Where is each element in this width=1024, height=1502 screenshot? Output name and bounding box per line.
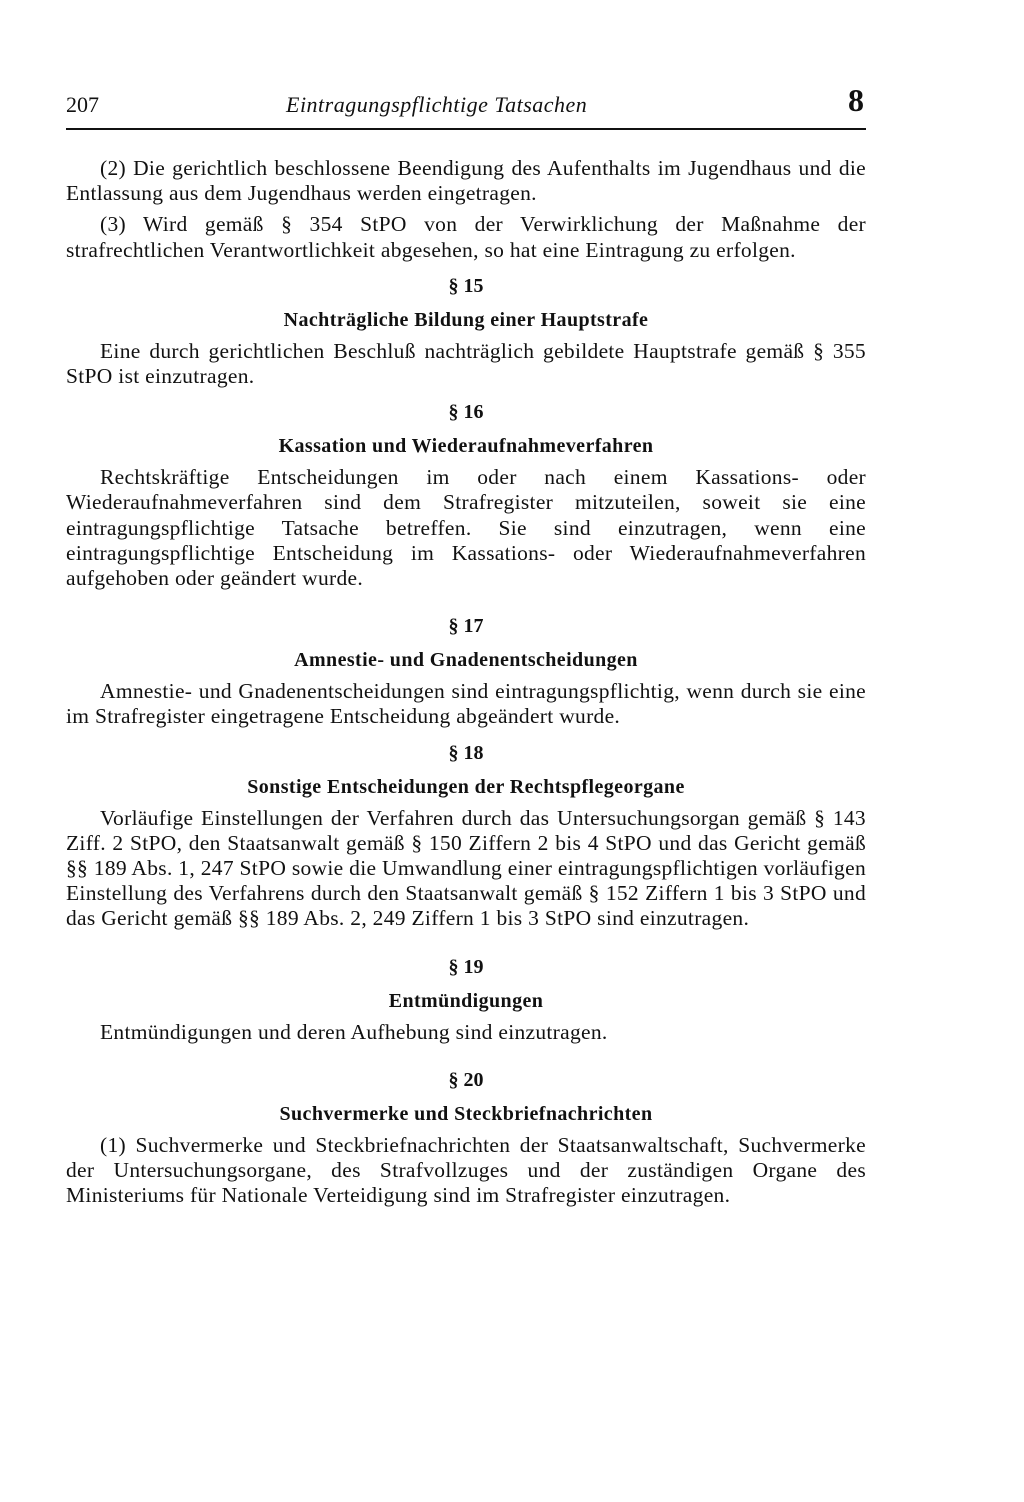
chapter-number: 8 xyxy=(848,82,864,118)
section-18-paragraph: Vorläufige Einstellungen der Verfahren durch das Untersuchungsorgan gemäß § 143 Ziff. 2 StPO, den Staatsanwalt gemäß § 150 Ziffern 2 bis 4 StPO und das Gericht gemäß §§ 189 Abs. 1, 247 StPO sowie die Umwandlung einer eintragungspflichtigen vorläufigen Einstellung des Verfahrens durch den Staatsanwalt gemäß § 152 Ziffern 1 bis 3 StPO und das Gericht gemäß §§ 189 Abs. 2, 249 Ziffern 1 bis 3 StPO sind einzutragen. xyxy=(66,805,866,931)
section-18-title: Sonstige Entscheidungen der Rechtspflegeorgane xyxy=(247,775,685,798)
section-17-title: Amnestie- und Gnadenentscheidungen xyxy=(294,649,638,672)
section-19-paragraph: Entmündigungen und deren Aufhebung sind einzutragen. xyxy=(100,1019,608,1044)
section-16-number: § 16 xyxy=(448,401,484,424)
page-number: 207 xyxy=(66,92,99,117)
section-16-paragraph: Rechtskräftige Entscheidungen im oder nach einem Kassations- oder Wiederaufnahmeverfahren sind dem Strafregister mitzuteilen, soweit sie eine eintragungspflichtige Tatsache betreffen. Sie sind einzutragen, wenn eine eintragungspflichtige Entscheidung im Kassations- oder Wiederaufnahmeverfahren aufgehoben oder geändert wurde. xyxy=(66,465,866,591)
section-16-title: Kassation und Wiederaufnahmeverfahren xyxy=(278,435,654,458)
section-15-title: Nachträgliche Bildung einer Hauptstrafe xyxy=(283,308,649,331)
section-17-paragraph: Amnestie- und Gnadenentscheidungen sind eintragungspflichtig, wenn durch sie eine im Strafregister eingetragene Entscheidung abgeändert wurde. xyxy=(66,679,866,729)
running-title: Eintragungspflichtige Tatsachen xyxy=(286,92,588,117)
section-17-number: § 17 xyxy=(448,615,484,638)
section-15-number: § 15 xyxy=(448,274,484,297)
section-18-number: § 18 xyxy=(448,741,484,764)
section-15-paragraph: Eine durch gerichtlichen Beschluß nachträglich gebildete Hauptstrafe gemäß § 355 StPO ist einzutragen. xyxy=(66,338,866,389)
section-19-title: Entmündigungen xyxy=(388,989,544,1012)
section-20-number: § 20 xyxy=(448,1068,484,1091)
section-20-title: Suchvermerke und Steckbriefnachrichten xyxy=(279,1102,653,1125)
paragraph-14-2: (2) Die gerichtlich beschlossene Beendigung des Aufenthalts im Jugendhaus und die Entlassung aus dem Jugendhaus werden eingetragen. xyxy=(66,156,866,206)
section-20-paragraph: (1) Suchvermerke und Steckbriefnachrichten der Staatsanwaltschaft, Suchvermerke der Untersuchungsorgane, des Strafvollzuges und der zuständigen Organe des Ministeriums für Nationale Verteidigung sind im Strafregister einzutragen. xyxy=(66,1132,866,1208)
section-19-number: § 19 xyxy=(448,955,484,978)
paragraph-14-3: (3) Wird gemäß § 354 StPO von der Verwirklichung der Maßnahme der strafrechtlichen Verantwortlichkeit abgesehen, so hat eine Eintragung zu erfolgen. xyxy=(66,212,866,262)
page-body xyxy=(66,156,866,1208)
page-header xyxy=(66,82,866,130)
